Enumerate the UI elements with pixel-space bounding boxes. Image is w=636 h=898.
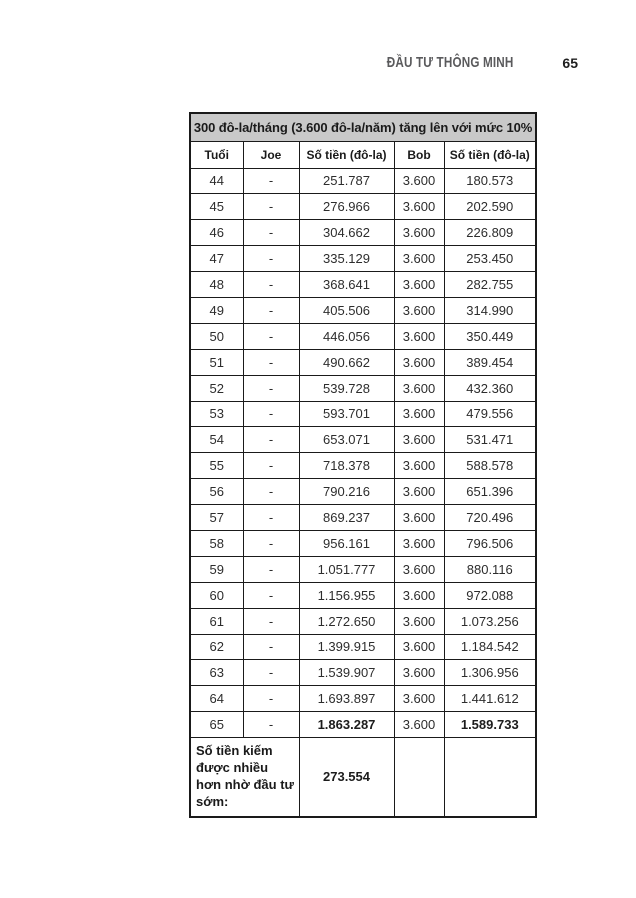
- bob-amount-cell: 202.590: [444, 194, 536, 220]
- age-cell: 52: [190, 375, 243, 401]
- joe-contrib-cell: -: [243, 453, 299, 479]
- bob-contrib-cell: 3.600: [394, 505, 444, 531]
- table-row: [190, 272, 536, 298]
- age-cell: 65: [190, 712, 243, 738]
- bob-amount-cell: 588.578: [444, 453, 536, 479]
- joe-contrib-cell: -: [243, 401, 299, 427]
- age-cell: 55: [190, 453, 243, 479]
- table-row: [190, 375, 536, 401]
- table-row: [190, 168, 536, 194]
- footer-label: Số tiền kiếm được nhiều hơn nhờ đầu tư sớm:: [190, 738, 299, 817]
- joe-amount-cell: 304.662: [299, 220, 394, 246]
- table-foot: [190, 738, 536, 817]
- bob-amount-cell: 1.073.256: [444, 608, 536, 634]
- table-row: [190, 427, 536, 453]
- joe-amount-cell: 405.506: [299, 297, 394, 323]
- table-row: [190, 712, 536, 738]
- age-cell: 54: [190, 427, 243, 453]
- age-cell: 51: [190, 349, 243, 375]
- bob-contrib-cell: 3.600: [394, 556, 444, 582]
- joe-contrib-cell: -: [243, 686, 299, 712]
- joe-contrib-cell: -: [243, 220, 299, 246]
- joe-contrib-cell: -: [243, 168, 299, 194]
- bob-contrib-cell: 3.600: [394, 530, 444, 556]
- table-row: [190, 220, 536, 246]
- bob-amount-cell: 1.441.612: [444, 686, 536, 712]
- footer-empty-cell: [444, 738, 536, 817]
- joe-contrib-cell: -: [243, 272, 299, 298]
- table-row: [190, 608, 536, 634]
- bob-contrib-cell: 3.600: [394, 660, 444, 686]
- age-cell: 62: [190, 634, 243, 660]
- bob-contrib-cell: 3.600: [394, 634, 444, 660]
- column-header-bob: Bob: [394, 141, 444, 168]
- bob-contrib-cell: 3.600: [394, 401, 444, 427]
- bob-contrib-cell: 3.600: [394, 168, 444, 194]
- table-title: 300 đô-la/tháng (3.600 đô-la/năm) tăng lên với mức 10%: [190, 113, 536, 141]
- bob-amount-cell: 226.809: [444, 220, 536, 246]
- footer-value: 273.554: [299, 738, 394, 817]
- age-cell: 59: [190, 556, 243, 582]
- joe-amount-cell: 956.161: [299, 530, 394, 556]
- bob-amount-cell: 880.116: [444, 556, 536, 582]
- age-cell: 48: [190, 272, 243, 298]
- table-row: [190, 323, 536, 349]
- table-row: [190, 453, 536, 479]
- bob-amount-cell: 180.573: [444, 168, 536, 194]
- joe-amount-cell: 335.129: [299, 246, 394, 272]
- table-row: [190, 401, 536, 427]
- age-cell: 44: [190, 168, 243, 194]
- joe-amount-cell: 1.399.915: [299, 634, 394, 660]
- bob-contrib-cell: 3.600: [394, 453, 444, 479]
- joe-contrib-cell: -: [243, 194, 299, 220]
- page-number: 65: [562, 55, 578, 71]
- joe-contrib-cell: -: [243, 375, 299, 401]
- bob-contrib-cell: 3.600: [394, 272, 444, 298]
- bob-contrib-cell: 3.600: [394, 220, 444, 246]
- bob-amount-cell: 720.496: [444, 505, 536, 531]
- joe-contrib-cell: -: [243, 479, 299, 505]
- table-row: [190, 505, 536, 531]
- joe-contrib-cell: -: [243, 634, 299, 660]
- bob-amount-cell: 972.088: [444, 582, 536, 608]
- investment-comparison-table: [189, 112, 537, 818]
- joe-contrib-cell: -: [243, 712, 299, 738]
- bob-contrib-cell: 3.600: [394, 582, 444, 608]
- joe-amount-cell: 1.156.955: [299, 582, 394, 608]
- joe-amount-cell: 653.071: [299, 427, 394, 453]
- joe-contrib-cell: -: [243, 505, 299, 531]
- joe-contrib-cell: -: [243, 556, 299, 582]
- joe-amount-cell: 1.693.897: [299, 686, 394, 712]
- running-header-title: ĐẦU TƯ THÔNG MINH: [386, 54, 513, 71]
- joe-contrib-cell: -: [243, 297, 299, 323]
- joe-amount-cell: 251.787: [299, 168, 394, 194]
- table-row: [190, 556, 536, 582]
- bob-contrib-cell: 3.600: [394, 479, 444, 505]
- table-title-row: [190, 113, 536, 141]
- table-row: [190, 660, 536, 686]
- joe-amount-cell: 790.216: [299, 479, 394, 505]
- bob-contrib-cell: 3.600: [394, 608, 444, 634]
- joe-amount-cell: 1.539.907: [299, 660, 394, 686]
- age-cell: 61: [190, 608, 243, 634]
- bob-contrib-cell: 3.600: [394, 349, 444, 375]
- bob-amount-cell: 1.306.956: [444, 660, 536, 686]
- age-cell: 47: [190, 246, 243, 272]
- table-head: [190, 113, 536, 168]
- table-body: [190, 168, 536, 738]
- joe-amount-cell: 593.701: [299, 401, 394, 427]
- joe-amount-cell: 1.272.650: [299, 608, 394, 634]
- joe-contrib-cell: -: [243, 427, 299, 453]
- joe-amount-cell: 539.728: [299, 375, 394, 401]
- bob-amount-cell: 253.450: [444, 246, 536, 272]
- age-cell: 56: [190, 479, 243, 505]
- joe-amount-cell: 276.966: [299, 194, 394, 220]
- joe-amount-cell: 869.237: [299, 505, 394, 531]
- bob-amount-cell: 389.454: [444, 349, 536, 375]
- joe-contrib-cell: -: [243, 660, 299, 686]
- bob-amount-cell: 282.755: [444, 272, 536, 298]
- joe-contrib-cell: -: [243, 582, 299, 608]
- table-row: [190, 297, 536, 323]
- joe-contrib-cell: -: [243, 323, 299, 349]
- table-row: [190, 582, 536, 608]
- bob-amount-cell: 1.184.542: [444, 634, 536, 660]
- bob-amount-cell: 350.449: [444, 323, 536, 349]
- bob-contrib-cell: 3.600: [394, 297, 444, 323]
- bob-amount-cell: 432.360: [444, 375, 536, 401]
- bob-amount-cell: 1.589.733: [444, 712, 536, 738]
- bob-contrib-cell: 3.600: [394, 246, 444, 272]
- joe-amount-cell: 490.662: [299, 349, 394, 375]
- table-row: [190, 530, 536, 556]
- column-header-bob-amount: Số tiền (đô-la): [444, 141, 536, 168]
- age-cell: 63: [190, 660, 243, 686]
- bob-contrib-cell: 3.600: [394, 323, 444, 349]
- table-row: [190, 349, 536, 375]
- table-footer-row: [190, 738, 536, 817]
- age-cell: 49: [190, 297, 243, 323]
- bob-amount-cell: 314.990: [444, 297, 536, 323]
- column-header-joe-amount: Số tiền (đô-la): [299, 141, 394, 168]
- joe-contrib-cell: -: [243, 349, 299, 375]
- joe-contrib-cell: -: [243, 530, 299, 556]
- table-row: [190, 246, 536, 272]
- age-cell: 45: [190, 194, 243, 220]
- joe-amount-cell: 1.863.287: [299, 712, 394, 738]
- joe-contrib-cell: -: [243, 246, 299, 272]
- age-cell: 58: [190, 530, 243, 556]
- bob-contrib-cell: 3.600: [394, 375, 444, 401]
- footer-empty-cell: [394, 738, 444, 817]
- joe-amount-cell: 446.056: [299, 323, 394, 349]
- table-row: [190, 686, 536, 712]
- joe-amount-cell: 718.378: [299, 453, 394, 479]
- table-row: [190, 194, 536, 220]
- bob-contrib-cell: 3.600: [394, 427, 444, 453]
- bob-contrib-cell: 3.600: [394, 712, 444, 738]
- age-cell: 57: [190, 505, 243, 531]
- column-header-age: Tuổi: [190, 141, 243, 168]
- age-cell: 60: [190, 582, 243, 608]
- age-cell: 46: [190, 220, 243, 246]
- age-cell: 64: [190, 686, 243, 712]
- joe-contrib-cell: -: [243, 608, 299, 634]
- column-header-joe: Joe: [243, 141, 299, 168]
- bob-amount-cell: 531.471: [444, 427, 536, 453]
- age-cell: 53: [190, 401, 243, 427]
- bob-contrib-cell: 3.600: [394, 686, 444, 712]
- bob-amount-cell: 796.506: [444, 530, 536, 556]
- table-row: [190, 634, 536, 660]
- table-row: [190, 479, 536, 505]
- column-header-row: [190, 141, 536, 168]
- joe-amount-cell: 1.051.777: [299, 556, 394, 582]
- bob-amount-cell: 651.396: [444, 479, 536, 505]
- bob-contrib-cell: 3.600: [394, 194, 444, 220]
- bob-amount-cell: 479.556: [444, 401, 536, 427]
- joe-amount-cell: 368.641: [299, 272, 394, 298]
- age-cell: 50: [190, 323, 243, 349]
